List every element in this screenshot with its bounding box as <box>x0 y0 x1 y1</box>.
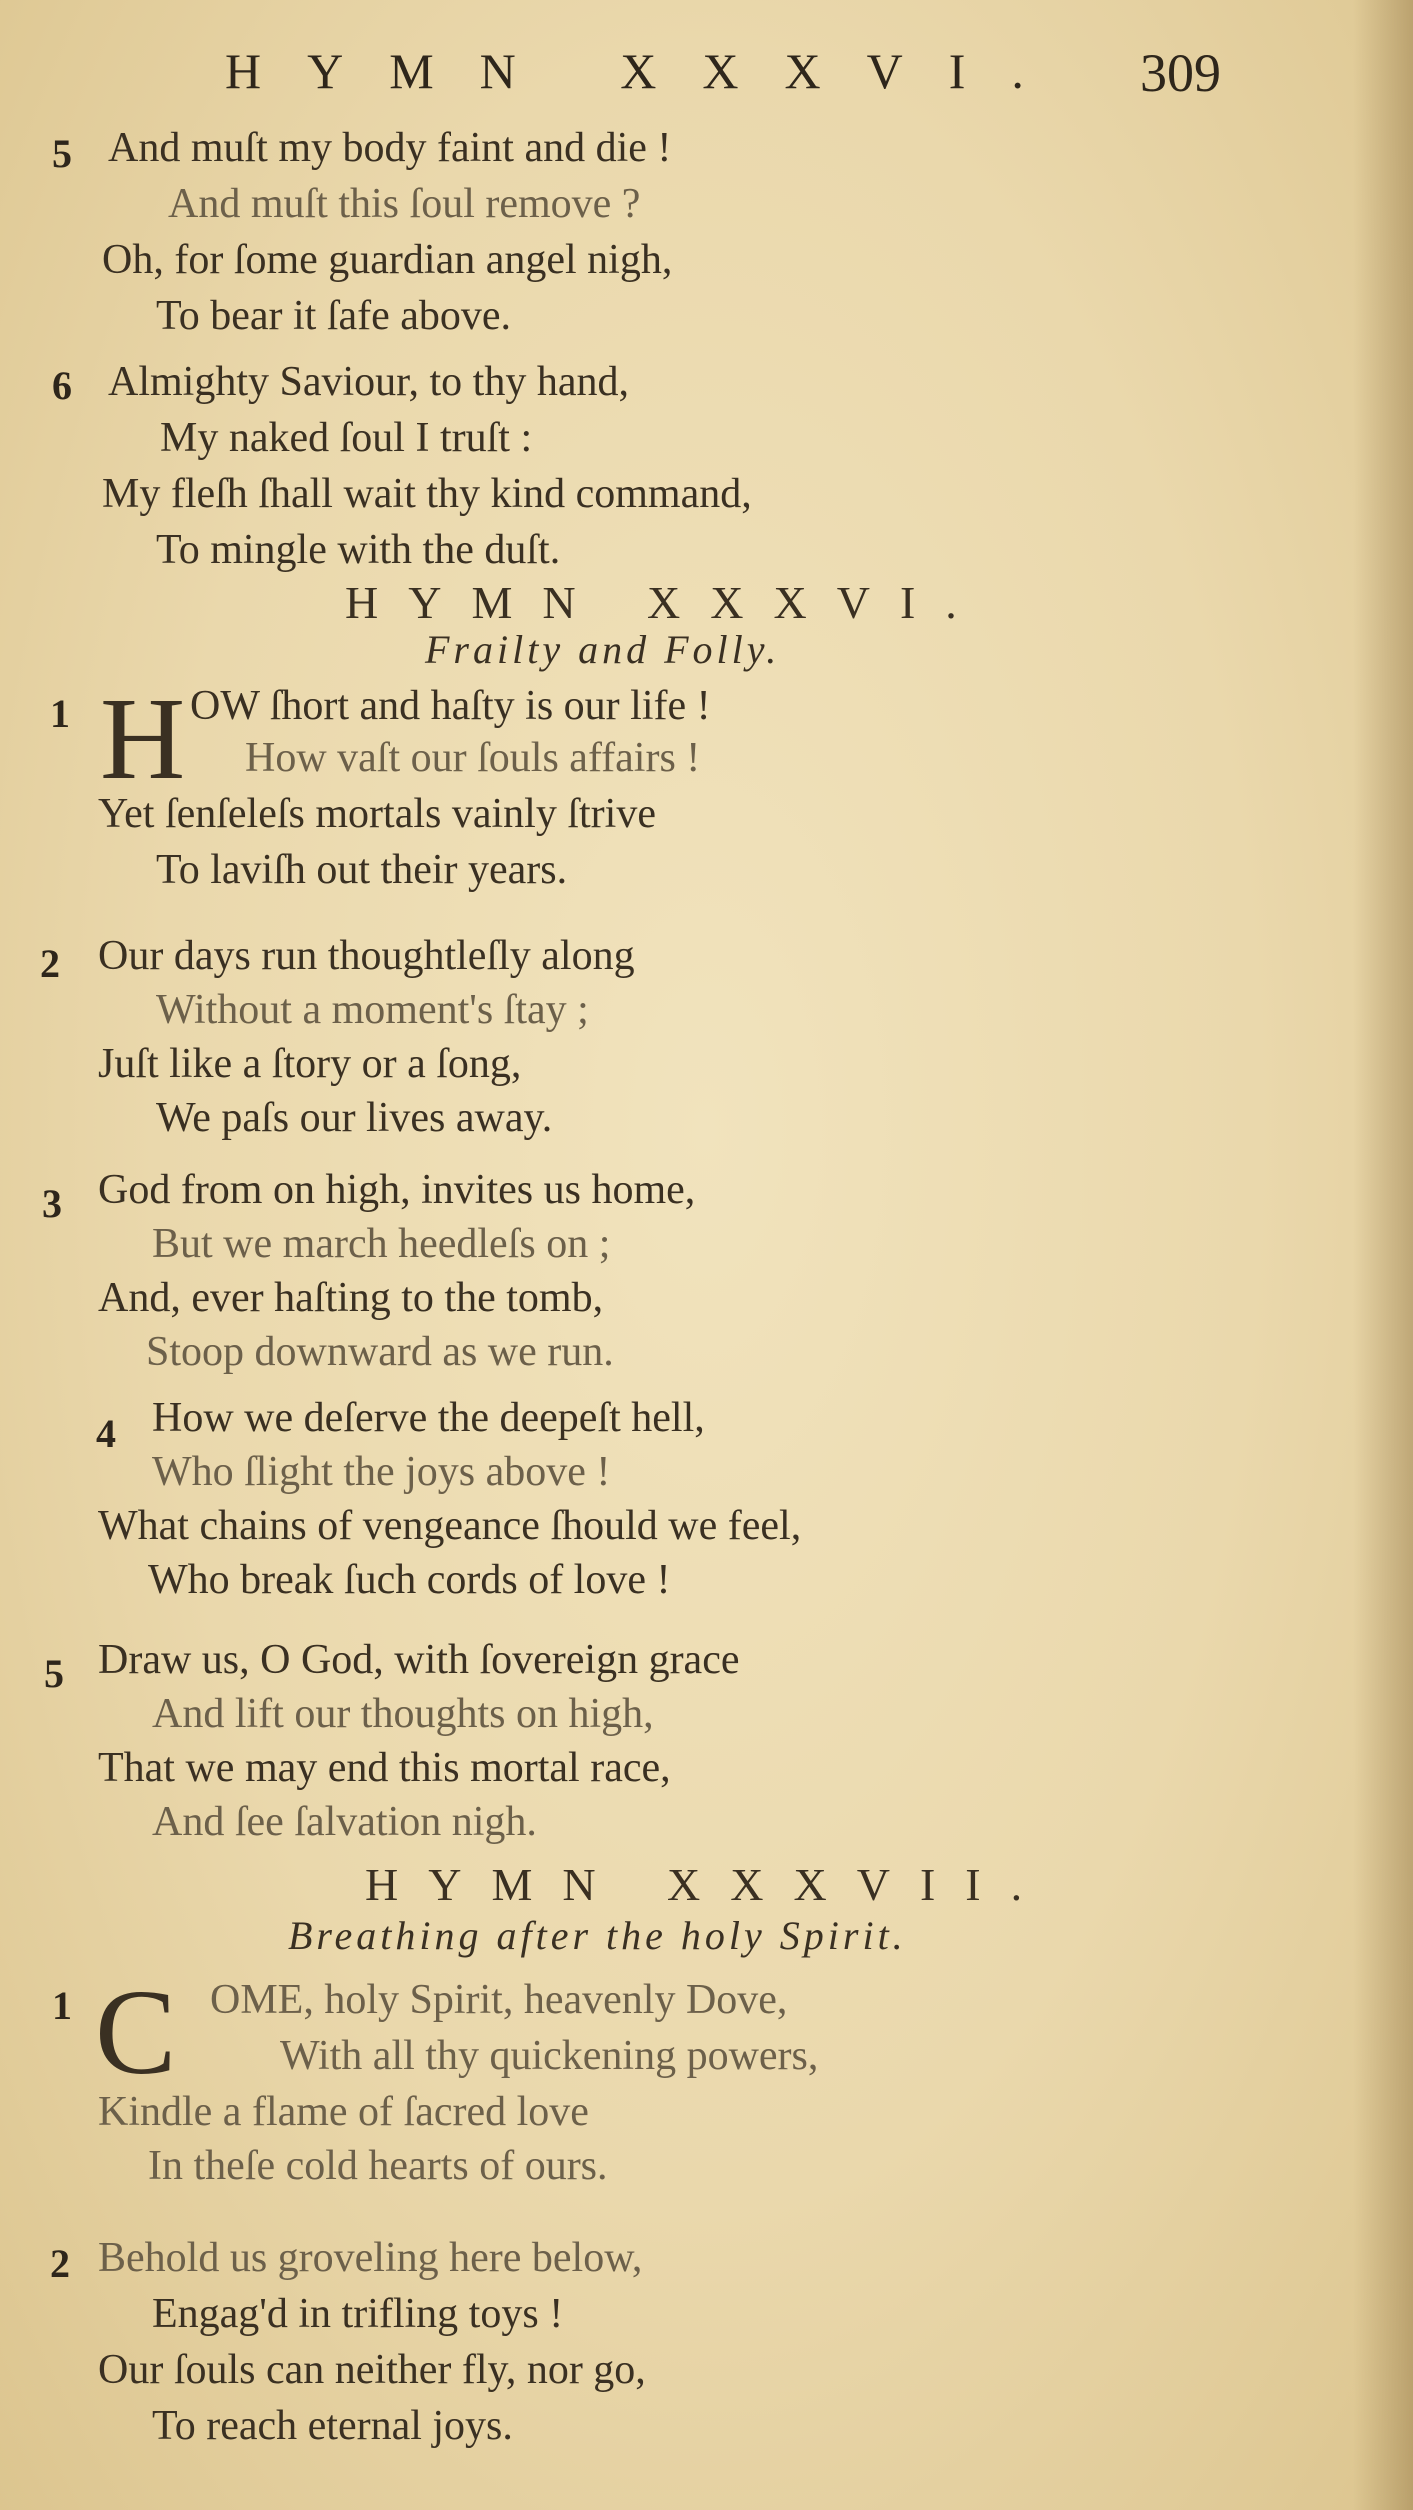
verse-line: OW ſhort and haſty is our life ! <box>190 683 711 729</box>
hymn-subtitle: Breathing after the holy Spirit. <box>288 1913 907 1958</box>
verse-line: Who ſlight the joys above ! <box>152 1449 611 1495</box>
verse-line: Juſt like a ſtory or a ſong, <box>98 1041 522 1087</box>
verse-line: Oh, for ſome guardian angel nigh, <box>102 237 673 283</box>
verse-line: Without a moment's ſtay ; <box>156 987 589 1033</box>
verse-number: 6 <box>52 363 72 408</box>
verse-line: But we march heedleſs on ; <box>152 1221 611 1267</box>
verse-line: We paſs our lives away. <box>156 1095 553 1141</box>
verse-line: Kindle a flame of ſacred love <box>98 2089 589 2135</box>
running-header <box>0 42 1413 112</box>
verse-line: To reach eternal joys. <box>152 2403 513 2449</box>
verse-line: My fleſh ſhall wait thy kind command, <box>102 471 752 517</box>
verse-number: 5 <box>52 131 72 176</box>
running-header-title: HYMN XXXVI. <box>225 43 1070 99</box>
verse-line: To mingle with the duſt. <box>156 527 561 573</box>
verse-line: Our ſouls can neither fly, nor go, <box>98 2347 646 2393</box>
verse-line: Who break ſuch cords of love ! <box>148 1557 671 1603</box>
verse-line: My naked ſoul I truſt : <box>160 415 533 461</box>
drop-cap: H <box>100 673 186 804</box>
verse-line: And ſee ſalvation nigh. <box>152 1799 537 1845</box>
verse-line: Our days run thoughtleſly along <box>98 933 635 979</box>
verse-line: Behold us groveling here below, <box>98 2235 643 2281</box>
verse-line: How we deſerve the deepeſt hell, <box>152 1395 705 1441</box>
verse-line: To laviſh out their years. <box>156 847 568 893</box>
verse-line: And muſt my body faint and die ! <box>108 125 672 171</box>
verse-line: Draw us, O God, with ſovereign grace <box>98 1637 740 1683</box>
verse-line: OME, holy Spirit, heavenly Dove, <box>210 1977 788 2023</box>
page-number: 309 <box>1140 43 1221 103</box>
verse-line: How vaſt our ſouls affairs ! <box>245 735 701 781</box>
verse-line: With all thy quickening powers, <box>280 2033 819 2079</box>
verse-line: Stoop downward as we run. <box>146 1329 614 1375</box>
verse-number: 2 <box>40 941 60 986</box>
verse-line: What chains of vengeance ſhould we feel, <box>98 1503 802 1549</box>
page-edge-shadow <box>1353 0 1413 2510</box>
hymn-subtitle: Frailty and Folly. <box>425 627 781 672</box>
verse-number: 4 <box>96 1411 116 1456</box>
verse-number: 2 <box>50 2241 70 2286</box>
verse-line: And, ever haſting to the tomb, <box>98 1275 604 1321</box>
verse-number: 5 <box>44 1651 64 1696</box>
verse-line: And muſt this ſoul remove ? <box>168 181 641 227</box>
verse-line: And lift our thoughts on high, <box>152 1691 654 1737</box>
hymn-title: HYMN XXXVI. <box>345 577 987 628</box>
verse-line: Yet ſenſeleſs mortals vainly ſtrive <box>98 791 656 837</box>
hymn-title: HYMN XXXVII. <box>365 1859 1053 1910</box>
verse-line: To bear it ſafe above. <box>156 293 512 339</box>
verse-number: 3 <box>42 1181 62 1226</box>
verse-number: 1 <box>50 691 70 736</box>
verse-line: Engag'd in trifling toys ! <box>152 2291 564 2337</box>
drop-cap: C <box>95 1965 177 2100</box>
verse-line: Almighty Saviour, to thy hand, <box>108 359 629 405</box>
verse-line: That we may end this mortal race, <box>98 1745 671 1791</box>
verse-number: 1 <box>52 1983 72 2028</box>
verse-line: In theſe cold hearts of ours. <box>148 2143 608 2189</box>
verse-line: God from on high, invites us home, <box>98 1167 696 1213</box>
